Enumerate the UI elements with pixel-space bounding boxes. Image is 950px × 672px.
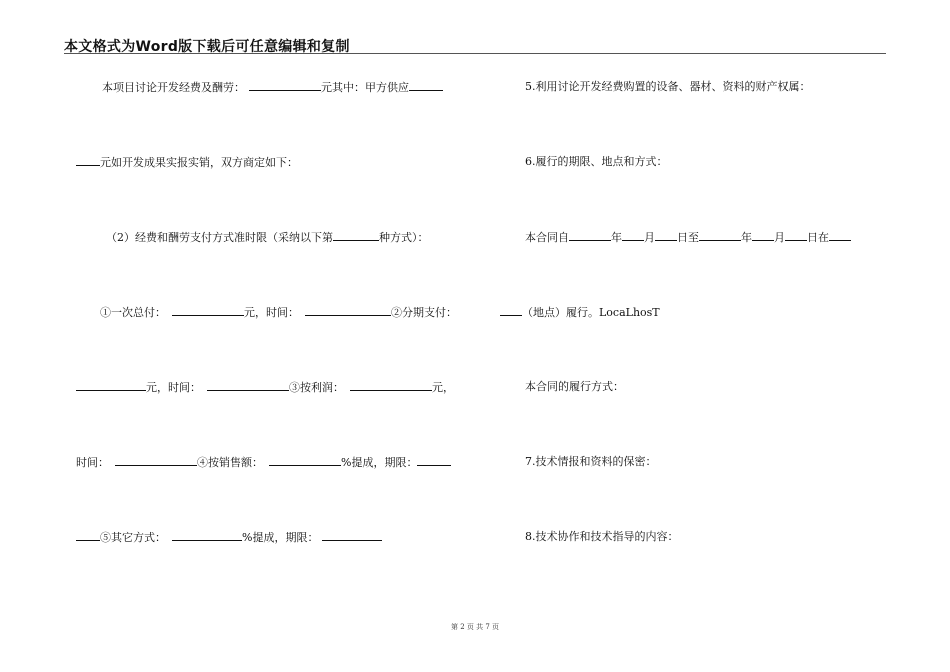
left-line-1 <box>102 80 443 95</box>
header-rule <box>64 53 886 54</box>
profit-time-blank <box>115 455 197 466</box>
performance-method-label: 本合同的履行方式： <box>525 380 624 393</box>
installment-time-blank <box>207 380 289 391</box>
day-to-label: 日至 <box>677 231 699 244</box>
payment-method-suffix: 种方式）： <box>379 231 429 244</box>
right-line-1 <box>525 80 811 94</box>
funding-party-a-label: 元其中：甲方供应 <box>321 81 409 94</box>
payment-method-label: （2）经费和酬劳支付方式准时限（采纳以下第 <box>106 231 333 244</box>
party-a-amount-blank <box>409 80 443 91</box>
contract-from-label: 本合同自 <box>525 231 569 244</box>
page-number: 第 2 页 共 7 页 <box>450 623 500 631</box>
sales-label: ④按销售额： <box>197 456 263 469</box>
year-label-2: 年 <box>741 231 752 244</box>
start-day-blank <box>655 230 677 241</box>
installment-amount-blank <box>76 380 146 391</box>
right-line-2 <box>525 155 668 169</box>
location-blank-cont <box>500 305 522 316</box>
left-line-4 <box>100 305 457 320</box>
sales-period-blank <box>417 455 451 466</box>
left-line-5 <box>76 380 454 395</box>
sales-commission-label: %提成，期限： <box>341 456 418 469</box>
end-month-blank <box>752 230 774 241</box>
other-method-label: ⑤其它方式： <box>100 531 166 544</box>
lump-sum-time-blank <box>305 305 391 316</box>
left-line-6 <box>76 455 451 470</box>
location-performance-text: （地点）履行。LocaLhosT <box>522 306 660 319</box>
party-a-amount-blank-cont <box>76 155 100 166</box>
installment-label: ②分期支付： <box>391 306 457 319</box>
other-commission-label: %提成，期限： <box>242 531 319 544</box>
sales-period-blank-cont <box>76 530 100 541</box>
installment-time-label: 元，时间： <box>146 381 201 394</box>
right-line-6 <box>525 455 657 469</box>
performance-term-heading: 6.履行的期限、地点和方式： <box>525 155 668 168</box>
start-month-blank <box>622 230 644 241</box>
start-year-blank <box>569 230 611 241</box>
left-line-3 <box>106 230 429 245</box>
right-line-4 <box>500 305 660 320</box>
reimbursement-text: 元如开发成果实报实销，双方商定如下： <box>100 156 298 169</box>
lump-sum-label: ①一次总付： <box>100 306 166 319</box>
month-label-2: 月 <box>774 231 785 244</box>
profit-label: ③按利润： <box>289 381 344 394</box>
funding-label: 本项目讨论开发经费及酬劳： <box>102 81 245 94</box>
right-line-5 <box>525 380 624 394</box>
year-label-1: 年 <box>611 231 622 244</box>
end-year-blank <box>699 230 741 241</box>
location-blank <box>829 230 851 241</box>
end-day-blank <box>785 230 807 241</box>
day-at-label: 日在 <box>807 231 829 244</box>
month-label-1: 月 <box>644 231 655 244</box>
profit-unit: 元， <box>432 381 454 394</box>
property-rights-text: 5.利用讨论开发经费购置的设备、器材、资料的财产权属： <box>525 80 811 93</box>
lump-sum-time-label: 元，时间： <box>244 306 299 319</box>
profit-time-label: 时间： <box>76 456 109 469</box>
other-period-blank <box>322 530 382 541</box>
left-line-7 <box>76 530 382 545</box>
document-header-title: 本文格式为Word版下载后可任意编辑和复制 <box>64 39 350 55</box>
left-line-2 <box>76 155 298 170</box>
sales-percent-blank <box>269 455 341 466</box>
other-percent-blank <box>172 530 242 541</box>
lump-sum-amount-blank <box>172 305 244 316</box>
payment-method-blank <box>333 230 379 241</box>
profit-amount-blank <box>350 380 432 391</box>
funding-total-blank <box>249 80 321 91</box>
technical-guidance-heading: 8.技术协作和技术指导的内容： <box>525 530 679 543</box>
right-line-3 <box>525 230 851 245</box>
right-line-7 <box>525 530 679 544</box>
confidentiality-heading: 7.技术情报和资料的保密： <box>525 455 657 468</box>
